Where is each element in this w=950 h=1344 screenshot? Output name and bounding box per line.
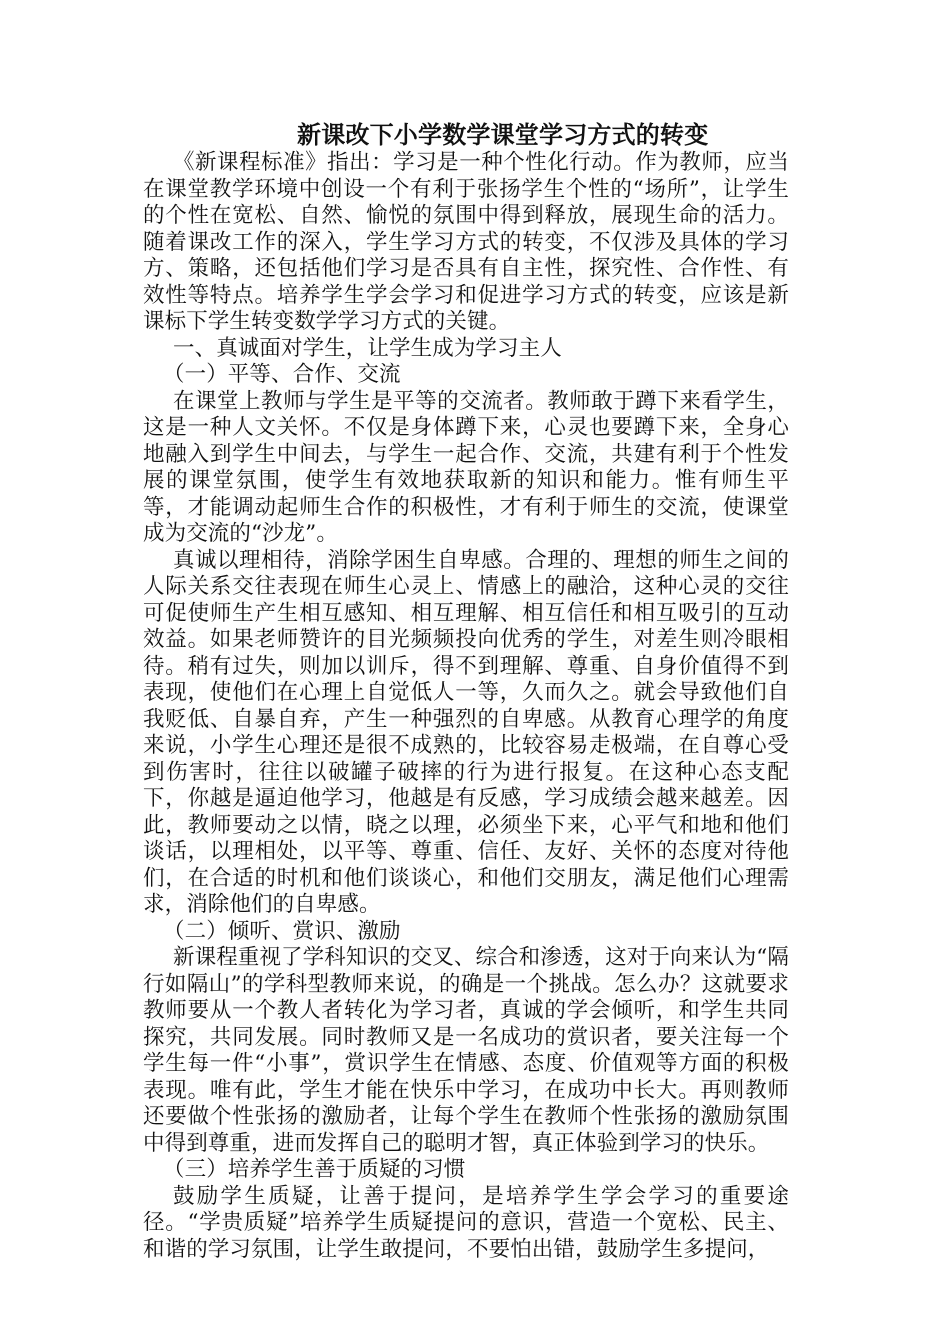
document-body (143, 120, 789, 1263)
body-paragraph-3: 新课程重视了学科知识的交叉、综合和渗透，这对于向来认为“隔行如隔山”的学科型教师来说，的确是一个挑战。怎么办？这就要求教师要从一个教人者转化为学习者，真诚的学会倾听，和学生共同探究，共同发展。同时教师又是一名成功的赏识者，要关注每一个学生每一件“小事”，赏识学生在情感、态度、价值观等方面的积极表现。唯有此，学生才能在快乐中学习，在成功中长大。再则教师还要做个性张扬的激励者，让每个学生在教师个性张扬的激励氛围中得到尊重，进而发挥自己的聪明才智，真正体验到学习的快乐。 (143, 945, 789, 1156)
document-title: 新课改下小学数学课堂学习方式的转变 (297, 120, 709, 149)
subsection-heading-3: （三）培养学生善于质疑的习惯 (163, 1157, 466, 1182)
body-paragraph-2: 真诚以理相待，消除学困生自卑感。合理的、理想的师生之间的人际关系交往表现在师生心灵上、情感上的融洽，这种心灵的交往可促使师生产生相互感知、相互理解、相互信任和相互吸引的互动效益。如果老师赞许的目光频频投向优秀的学生，对差生则冷眼相待。稍有过失，则加以训斥，得不到理解、尊重、自身价值得不到表现，使他们在心理上自觉低人一等，久而久之。就会导致他们自我贬低、自暴自弃，产生一种强烈的自卑感。从教育心理学的角度来说，小学生心理还是很不成熟的，比较容易走极端，在自尊心受到伤害时，往往以破罐子破摔的行为进行报复。在这种心态支配下，你越是逼迫他学习，他越是有反感，学习成绩会越来越差。因此，教师要动之以情，晓之以理，必须坐下来，心平气和地和他们谈话，以理相处，以平等、尊重、信任、友好、关怀的态度对待他们，在合适的时机和他们谈谈心，和他们交朋友，满足他们心理需求，消除他们的自卑感。 (143, 547, 789, 917)
intro-paragraph: 《新课程标准》指出：学习是一种个性化行动。作为教师，应当在课堂教学环境中创设一个有利于张扬学生个性的“场所”，让学生的个性在宽松、自然、愉悦的氛围中得到释放，展现生命的活力。随着课改工作的深入，学生学习方式的转变，不仅涉及具体的学习方、策略，还包括他们学习是否具有自主性，探究性、合作性、有效性等特点。培养学生学会学习和促进学习方式的转变，应该是新课标下学生转变数学学习方式的关键。 (143, 150, 789, 334)
section-heading-1: 一、真诚面对学生，让学生成为学习主人 (173, 335, 562, 361)
subsection-heading-2: （二）倾听、赏识、激励 (163, 918, 401, 944)
body-paragraph-4: 鼓励学生质疑，让善于提问，是培养学生学会学习的重要途径。“学贵质疑”培养学生质疑提问的意识，营造一个宽松、民主、和谐的学习氛围，让学生敢提问，不要怕出错，鼓励学生多提问， (143, 1183, 789, 1262)
body-paragraph-1: 在课堂上教师与学生是平等的交流者。教师敢于蹲下来看学生，这是一种人文关怀。不仅是身体蹲下来，心灵也要蹲下来，全身心地融入到学生中间去，与学生一起合作、交流，共建有利于个性发展的课堂氛围，使学生有效地获取新的知识和能力。惟有师生平等，才能调动起师生合作的积极性，才有利于师生的交流，使课堂成为交流的“沙龙”。 (143, 388, 789, 546)
subsection-heading-1: （一）平等、合作、交流 (163, 362, 401, 387)
